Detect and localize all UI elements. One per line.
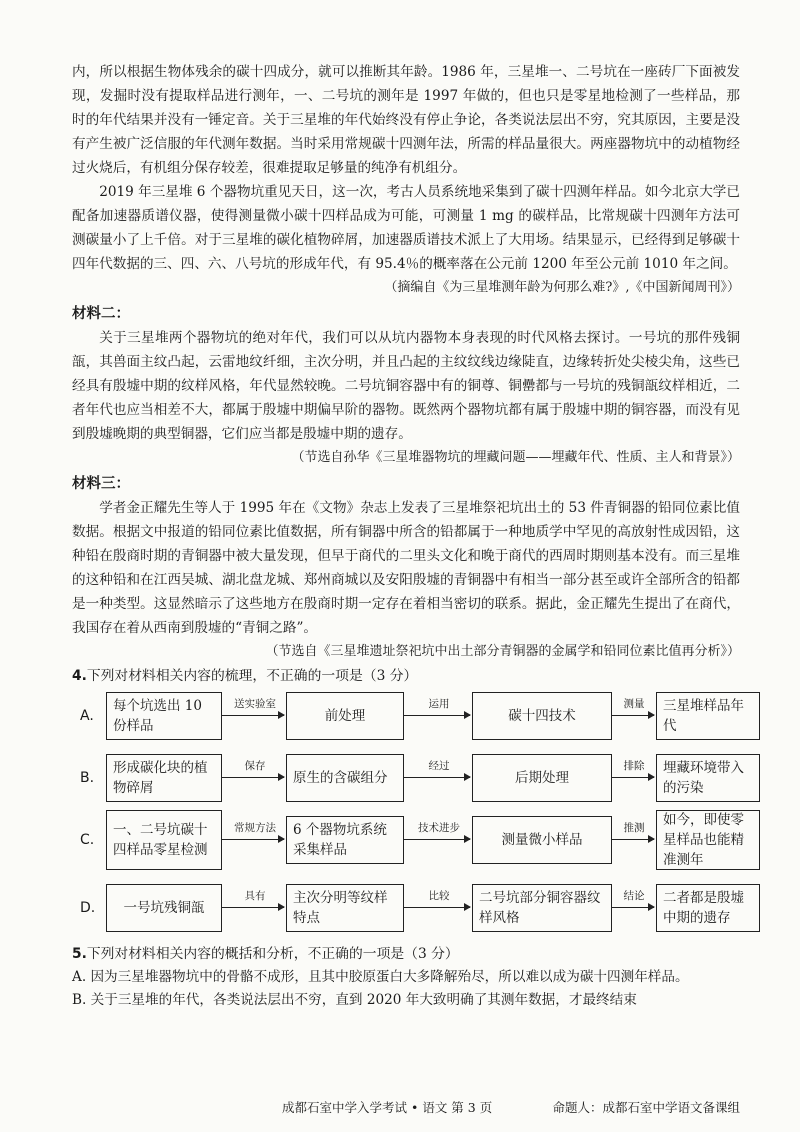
exam-page [72,60,744,1012]
option-label-c: C. [80,832,95,848]
flow-row-a[interactable] [72,692,744,746]
option-label-d: D. [80,900,96,916]
arrow [404,715,470,716]
flow-row-c[interactable] [72,812,744,870]
material-2-text: 关于三星堆两个器物坑的绝对年代，我们可以从坑内器物本身表现的时代风格去探讨。一号坑的那件残铜瓿，其兽面主纹凸起，云雷地纹纤细，主次分明，并且凸起的主纹纹线边缘陡直，边缘转折处尖棱尖角，这些已经具有殷墟中期的纹样风格，年代显然较晚。二号坑铜容器中有的铜尊、铜罍都与一号坑的残铜瓿纹样相近，二者年代也应当相差不大，都属于殷墟中期偏早阶的器物。既然两个器物坑都有属于殷墟中期的铜容器，而没有见到殷墟晚期的典型铜器，它们应当都是殷墟中期的遗存。 [72,330,740,442]
arrow [404,777,470,778]
flow-row-b[interactable] [72,754,744,808]
arrow-label: 排除 [615,760,653,772]
flow-box: 一、二号坑碳十四样品零星检测 [106,810,222,870]
arrow [404,907,470,908]
arrow-label: 具有 [232,890,278,902]
arrow [404,839,470,840]
arrow [612,777,654,778]
arrow [612,715,654,716]
flow-box: 二号坑部分铜容器纹样风格 [472,884,612,932]
flow-box: 6 个器物坑系统采集样品 [286,816,404,864]
arrow-label: 送实验室 [234,698,276,710]
question-5-option-a[interactable]: A. 因为三星堆器物坑中的骨骼不成形，且其中胶原蛋白大多降解殆尽，所以难以成为碳十四测年样品。 [72,969,689,985]
flow-box: 前处理 [286,692,404,740]
material-2-heading: 材料二： [72,306,130,322]
source-note-1: （摘编自《为三星堆测年龄为何那么难?》,《中国新闻周刊》） [384,280,740,295]
arrow-label: 保存 [232,760,278,772]
flow-box: 三星堆样品年代 [656,692,760,740]
material-3-text: 学者金正耀先生等人于 1995 年在《文物》杂志上发表了三星堆祭祀坑出土的 53 件青铜器的铅同位素比值数据。根据文中报道的铅同位素比值数据，所有铜器中所含的铅都属于一种地质学中罕见的高放射性成因铅，这种铅在殷商时期的青铜器中被大量发现，但早于商代的二里头文化和晚于商代的西周时期则基本没有。而三星堆的这种铅和在江西吴城、湖北盘龙城、郑州商城以及安阳殷墟的青铜器中有相当一部分甚至或许全部所含的铅都是一种类型。这显然暗示了这些地方在殷商时期一定存在着相当密切的联系。据此，金正耀先生提出了在商代，我国存在着从西南到殷墟的“青铜之路”。 [72,500,740,636]
arrow [222,777,284,778]
material-3-heading: 材料三： [72,476,130,492]
question-4-number: 4. [72,668,87,684]
flow-box: 埋藏环境带入的污染 [656,754,760,802]
arrow-label: 技术进步 [412,822,466,834]
question-4 [72,664,740,688]
flow-box: 碳十四技术 [472,692,612,740]
arrow-label: 测量 [615,698,653,710]
paragraph-1: 内，所以根据生物体残余的碳十四成分，就可以推断其年龄。1986 年，三星堆一、二号坑在一座砖厂下面被发现，发掘时没有提取样品进行测年，一、二号坑的测年是 1997 年做的，但也只是零星地检测了一些样品，那时的年代结果并没有一锤定音。关于三星堆的年代始终没有停止争论，各类说法层出不穷，究其原因，主要是没有产生被广泛信服的年代测年数据。当时采用常规碳十四测年法，所需的样品量很大。两座器物坑中的动植物经过火烧后，有机组分保存较差，很难提取足够量的纯净有机组分。 [72,64,740,176]
question-5-option-b[interactable]: B. 关于三星堆的年代，各类说法层出不穷，直到 2020 年大致明确了其测年数据，才最终结束 [72,992,637,1008]
footer-page-info: 成都石室中学入学考试 • 语文 第 3 页 [282,1100,493,1115]
arrow-label: 常规方法 [234,822,276,834]
footer-author: 命题人：成都石室中学语文备课组 [552,1100,740,1115]
arrow [612,907,654,908]
arrow-label: 经过 [412,760,466,772]
option-label-a: A. [80,708,94,724]
arrow [222,839,284,840]
option-label-b: B. [80,770,95,786]
arrow-label: 比较 [412,890,466,902]
flow-box: 测量微小样品 [472,816,612,864]
source-note-3: （节选自《三星堆遗址祭祀坑中出土部分青铜器的金属学和铅同位素比值再分析》） [265,644,740,659]
flow-box: 一号坑残铜瓿 [106,884,222,932]
arrow [612,839,654,840]
flow-box: 如今，即使零星样品也能精准测年 [656,810,760,870]
question-5-number: 5. [72,946,87,962]
source-note-2: （节选自孙华《三星堆器物坑的埋藏问题——埋藏年代、性质、主人和背景》） [291,450,740,465]
flow-box: 后期处理 [472,754,612,802]
flow-box: 每个坑选出 10 份样品 [106,692,222,740]
question-5 [72,942,740,966]
question-5-stem: 下列对材料相关内容的概括和分析，不正确的一项是（3 分） [86,946,459,962]
question-4-stem: 下列对材料相关内容的梳理，不正确的一项是（3 分） [86,668,418,684]
arrow-label: 运用 [412,698,466,710]
arrow-label: 推测 [615,822,653,834]
arrow [222,907,284,908]
flow-box: 主次分明等纹样特点 [286,884,404,932]
flow-box: 原生的含碳组分 [286,754,404,802]
paragraph-2: 2019 年三星堆 6 个器物坑重见天日，这一次，考古人员系统地采集到了碳十四测年样品。如今北京大学已配备加速器质谱仪器，使得测量微小碳十四样品成为可能，可测量 1 mg 的碳样品，比常规碳十四测年方法可测碳量小了上千倍。对于三星堆的碳化植物碎屑，加速器质谱技术派上了大用场。结果显示，已经得到足够碳十四年代数据的三、四、六、八号坑的形成年代，有 95.4％的概率落在公元前 1200 年至公元前 1010 年之间。 [72,184,740,272]
arrow-label: 结论 [615,890,653,902]
arrow [222,715,284,716]
flow-box: 形成碳化块的植物碎屑 [106,754,222,802]
flow-row-d[interactable] [72,884,744,938]
flow-box: 二者都是殷墟中期的遗存 [656,884,760,932]
flow-chart [72,692,744,940]
